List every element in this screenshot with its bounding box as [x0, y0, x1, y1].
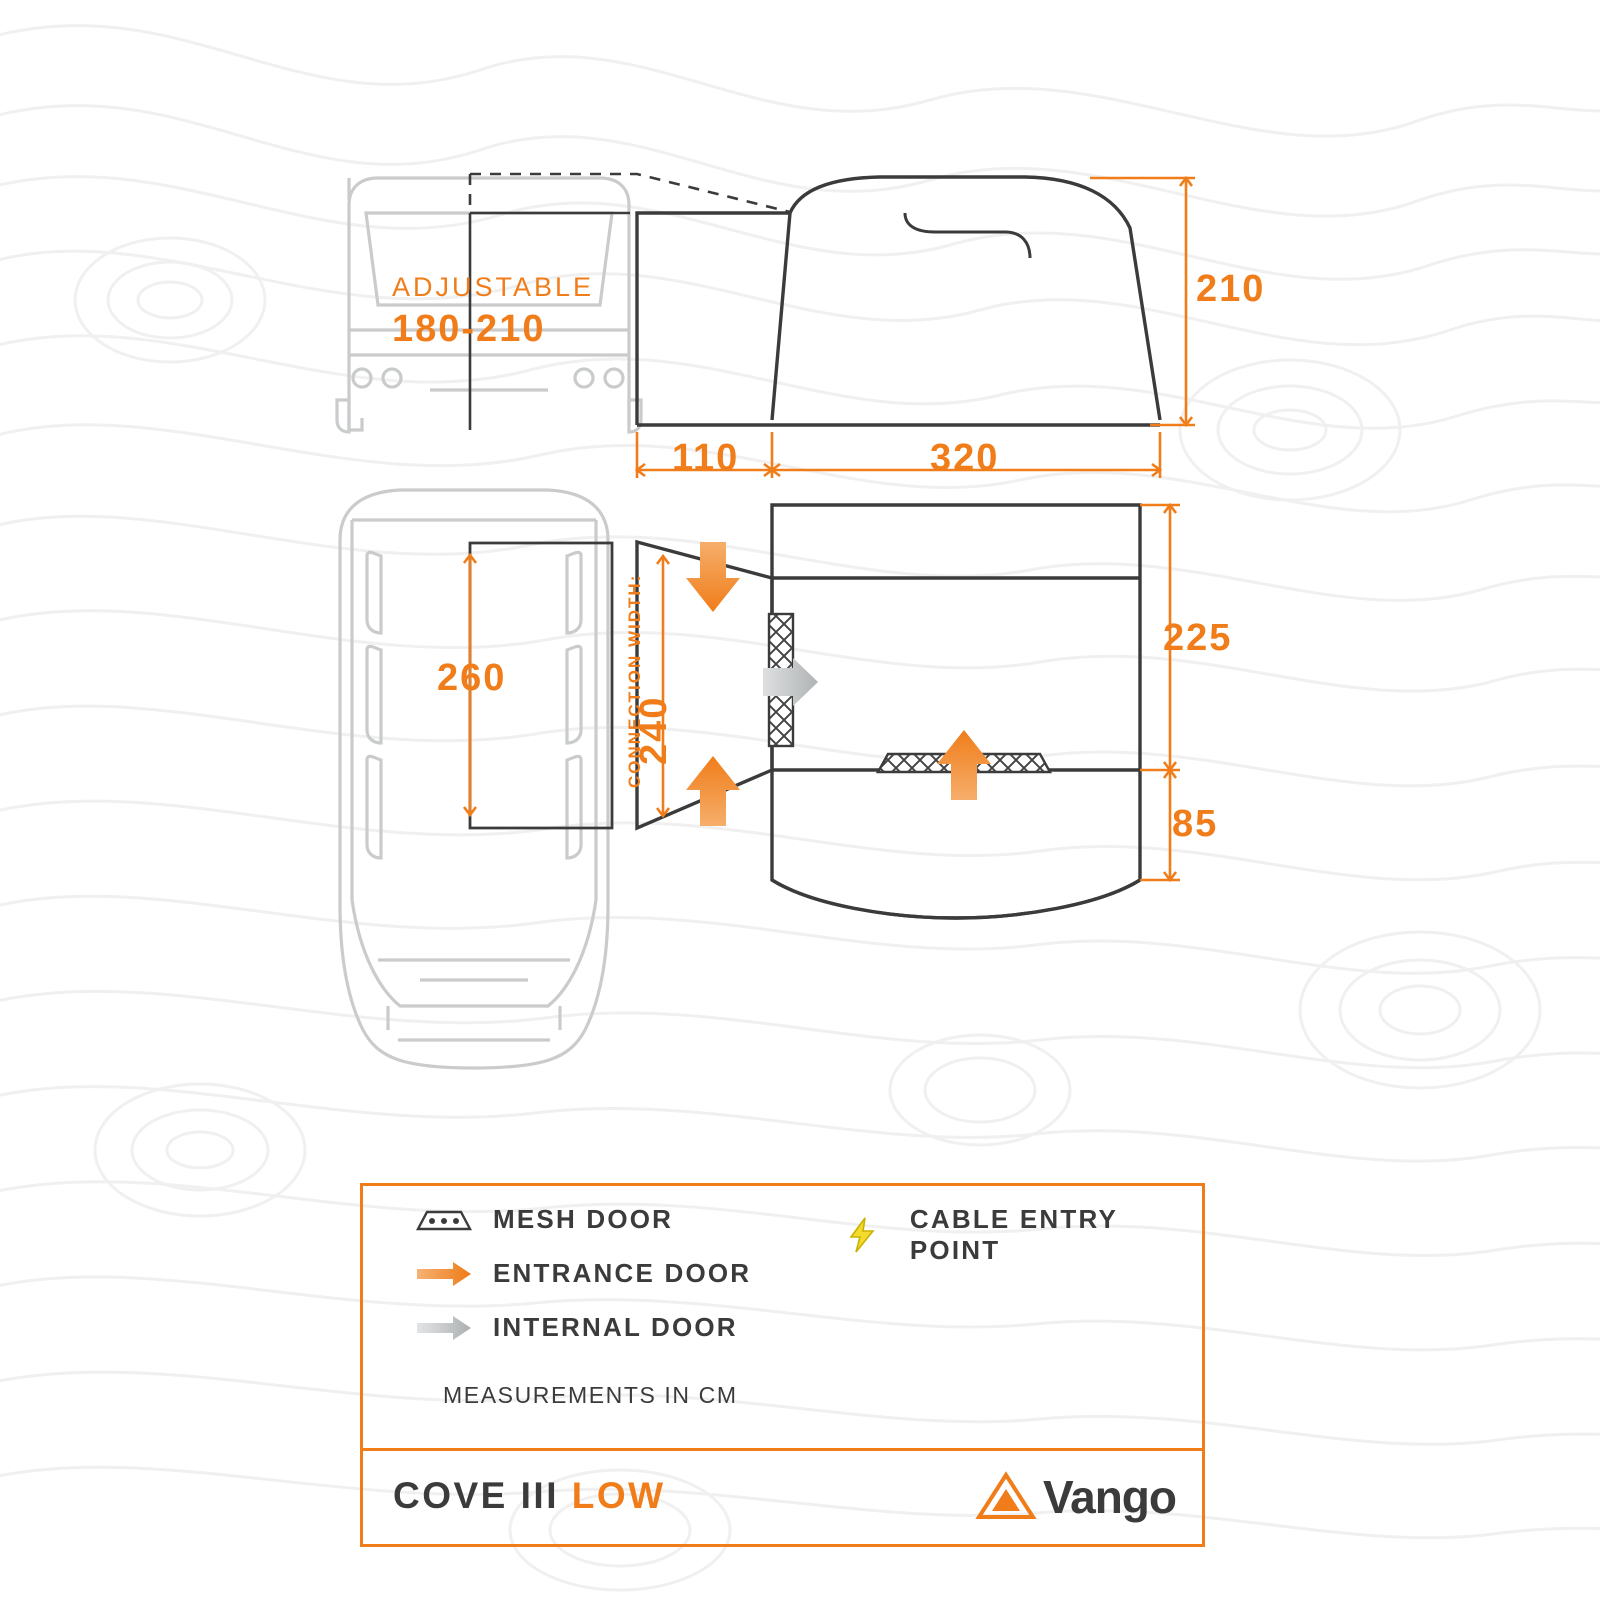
dimension-connection-width-240: [657, 556, 669, 816]
product-variant: LOW: [571, 1475, 666, 1516]
connection-width-caption: CONNECTION WIDTH:: [625, 573, 644, 788]
legend-label-cable-entry: CABLE ENTRY POINT: [909, 1204, 1118, 1265]
entrance-door-arrow-top: [686, 542, 740, 612]
dimension-label-depth-main: 320: [930, 437, 1000, 479]
product-title: [393, 1475, 666, 1517]
lightning-bolt-icon: [833, 1217, 892, 1253]
dimension-label-vehicle-width: 260: [437, 657, 507, 699]
orange-arrow-icon: [413, 1260, 475, 1288]
legend-label-mesh-door: MESH DOOR: [493, 1204, 674, 1234]
dimension-label-depth-front: 110: [672, 437, 740, 479]
dimension-label-width-main: 225: [1163, 617, 1233, 659]
connection-width-value: 240: [633, 695, 675, 765]
vehicle-rear-view-ghost: [337, 178, 641, 432]
adjustable-caption: ADJUSTABLE: [392, 272, 595, 302]
vango-triangle-icon: [975, 1471, 1037, 1523]
product-name: COVE III: [393, 1475, 559, 1516]
grey-arrow-icon: [413, 1314, 475, 1342]
legend-item-cable-entry: [833, 1204, 1202, 1266]
legend-label-internal-door: INTERNAL DOOR: [493, 1312, 738, 1342]
dimension-label-width-extension: 85: [1172, 803, 1219, 845]
legend-item-internal-door: [413, 1312, 738, 1343]
brand-logo: [975, 1467, 1176, 1527]
product-title-bar: [360, 1451, 1205, 1547]
legend-item-mesh-door: [413, 1204, 673, 1235]
adjustable-range: 180-210: [392, 308, 546, 350]
entrance-door-arrow-bottom-left: [686, 756, 740, 826]
brand-name: Vango: [1042, 1471, 1176, 1523]
measurements-note: MEASUREMENTS IN CM: [443, 1382, 738, 1408]
dimension-label-height: 210: [1196, 268, 1266, 310]
mesh-door-icon: [413, 1207, 475, 1233]
legend-box: [360, 1183, 1205, 1451]
legend-label-entrance-door: ENTRANCE DOOR: [493, 1258, 752, 1288]
legend-item-entrance-door: [413, 1258, 751, 1289]
vehicle-plan-view-ghost: [340, 490, 608, 1068]
